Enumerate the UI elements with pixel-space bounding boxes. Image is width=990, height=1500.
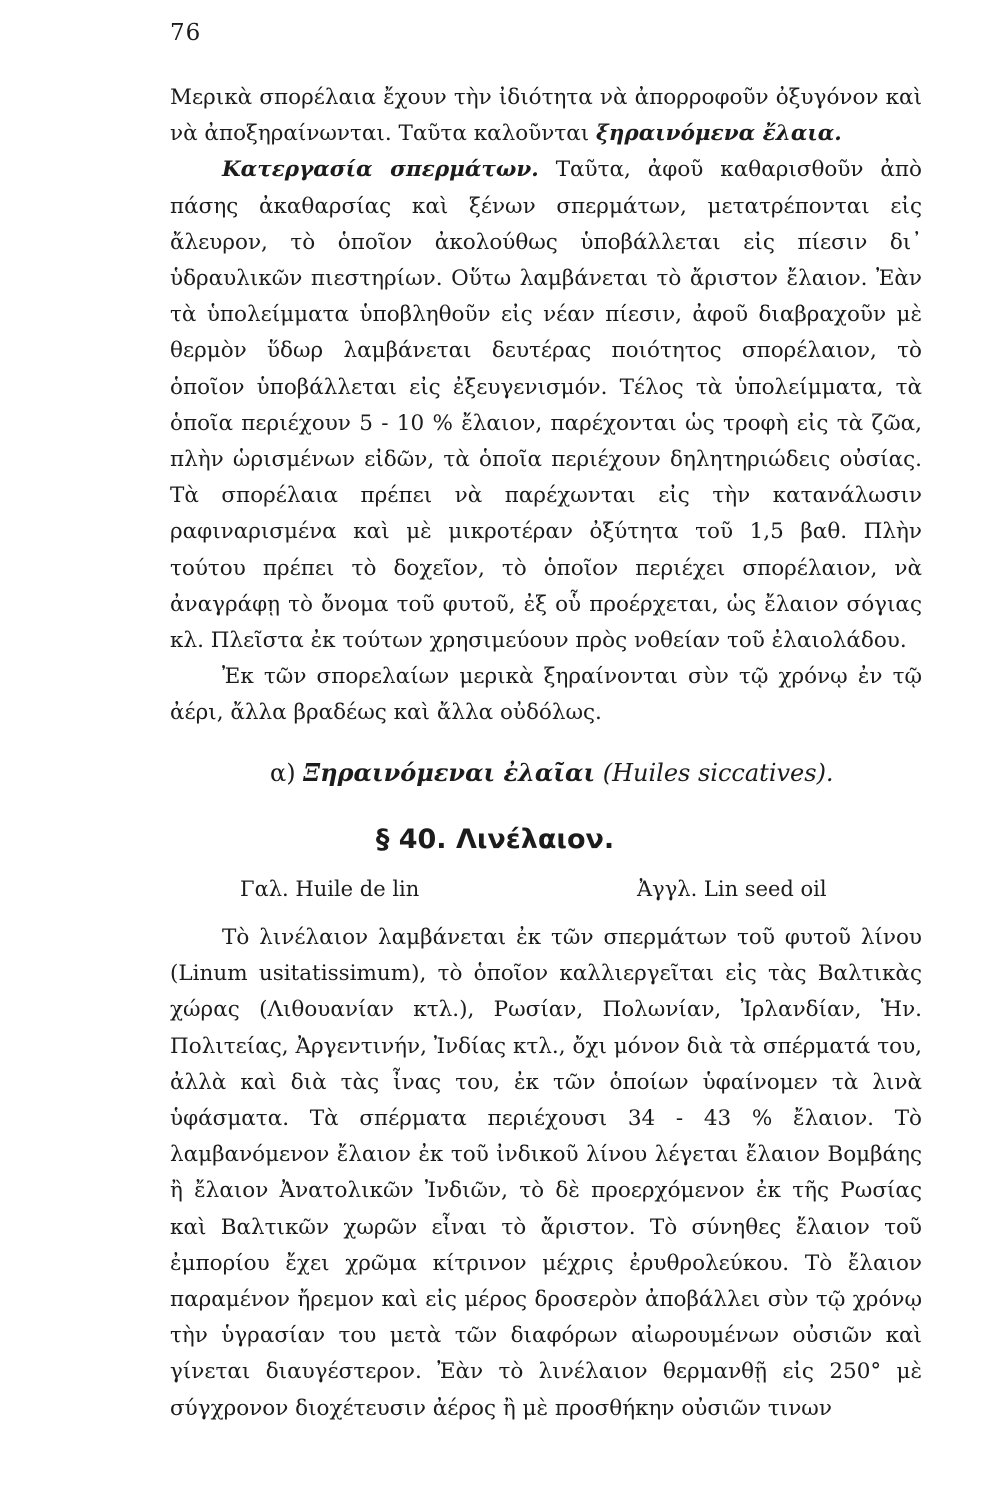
subsection-label: α) xyxy=(270,759,296,787)
subsection-title xyxy=(270,758,834,787)
drying-behaviour-text: Ἐκ τῶν σπορελαίων μερικὰ ξηραίνονται σὺν τῷ χρόνῳ ἐν τῷ ἀέρι, ἄλλα βραδέως καὶ ἄλλα οὐδόλως. xyxy=(170,664,922,726)
subsection-french-title: (Huiles siccatives). xyxy=(602,759,834,787)
drying-oils-term: ξηραινόμενα ἔλαια. xyxy=(596,121,842,147)
opening-paragraphs xyxy=(170,80,922,732)
intro-text: Μερικὰ σπορέλαια ἔχουν τὴν ἰδιότητα νὰ ἀπορροφοῦν ὀξυγόνον καὶ νὰ ἀποξηραίνωνται. Ταῦτα καλοῦνται xyxy=(170,85,922,147)
subsection-greek-title: Ξηραινόμεναι ἐλαῖαι xyxy=(303,758,596,787)
seed-processing-text: Ταῦτα, ἀφοῦ καθαρισθοῦν ἀπὸ πάσης ἀκαθαρσίας καὶ ξένων σπερμάτων, μετατρέπονται εἰς ἄλευρον, τὸ ὁποῖον ἀκολούθως ὑποβάλλεται εἰς πίεσιν δι᾽ ὑδραυλικῶν πιεστηρίων. Οὕτω λαμβάνεται τὸ ἄριστον ἔλαιον. Ἐὰν τὰ ὑπολείμματα ὑποβληθοῦν εἰς νέαν πίεσιν, ἀφοῦ διαβραχοῦν μὲ θερμὸν ὕδωρ λαμβάνεται δευτέρας ποιότητος σπορέλαιον, τὸ ὁποῖον ὑποβάλλεται εἰς ἐξευγενισμόν. Τέλος τὰ ὑπολείμματα, τὰ ὁποῖα περιέχουν 5 - 10 % ἔλαιον, παρέχονται ὡς τροφὴ εἰς τὰ ζῶα, πλὴν ὡρισμένων εἰδῶν, τὰ ὁποῖα περιέχουν δηλητηριώδεις οὐσίας. Τὰ σπορέλαια πρέπει νὰ παρέχωνται εἰς τὴν κατανάλωσιν ραφιναρισμένα καὶ μὲ μικροτέραν ὀξύτητα τοῦ 1,5 βαθ. Πλὴν τούτου πρέπει τὸ δοχεῖον, τὸ ὁποῖον περιέχει σπορέλαιον, νὰ ἀναγράφῃ τὸ ὄνομα τοῦ φυτοῦ, ἐξ οὗ προέρχεται, ὡς ἔλαιον σόγιας κλ. Πλεῖστα ἐκ τούτων χρησιμεύουν πρὸς νοθείαν τοῦ ἐλαιολάδου. xyxy=(170,157,922,654)
page-number: 76 xyxy=(170,20,202,46)
linseed-oil-text: Τὸ λινέλαιον λαμβάνεται ἐκ τῶν σπερμάτων τοῦ φυτοῦ λίνου (Linum usitatissimum), τὸ ὁποῖον καλλιεργεῖται εἰς τὰς Βαλτικὰς χώρας (Λιθουανίαν κτλ.), Ρωσίαν, Πολωνίαν, Ἰρλανδίαν, Ἡν. Πολιτείας, Ἀργεντινήν, Ἰνδίας κτλ., ὄχι μόνον διὰ τὰ σπέρματά του, ἀλλὰ καὶ διὰ τὰς ἶνας του, ἐκ τῶν ὁποίων ὑφαίνομεν τὰ λινὰ ὑφάσματα. Τὰ σπέρματα περιέχουσι 34 - 43 % ἔλαιον. Τὸ λαμβανόμενον ἔλαιον ἐκ τοῦ ἰνδικοῦ λίνου λέγεται ἔλαιον Βομβάης ἢ ἔλαιον Ἀνατολικῶν Ἰνδιῶν, τὸ δὲ προερχόμενον ἐκ τῆς Ρωσίας καὶ Βαλτικῶν χωρῶν εἶναι τὸ ἄριστον. Τὸ σύνηθες ἔλαιον τοῦ ἐμπορίου ἔχει χρῶμα κίτρινον μέχρις ἐρυθρολεύκου. Τὸ ἔλαιον παραμένον ἤρεμον καὶ εἰς μέρος δροσερὸν ἀποβάλλει σὺν τῷ χρόνῳ τὴν ὑγρασίαν του μετὰ τῶν διαφόρων αἰωρουμένων οὐσιῶν καὶ γίνεται διαυγέστερον. Ἐὰν τὸ λινέλαιον θερμανθῇ εἰς 250° μὲ σύγχρονον διοχέτευσιν ἀέρος ἢ μὲ προσθήκην οὐσιῶν τινων xyxy=(170,925,922,1421)
french-translation: Γαλ. Huile de lin xyxy=(240,877,420,901)
english-translation: Ἀγγλ. Lin seed oil xyxy=(637,877,827,901)
section-heading: § 40. Λινέλαιον. xyxy=(375,824,615,855)
seed-processing-heading: Κατεργασία σπερμάτων. xyxy=(222,157,539,183)
linseed-oil-paragraph xyxy=(170,920,922,1427)
